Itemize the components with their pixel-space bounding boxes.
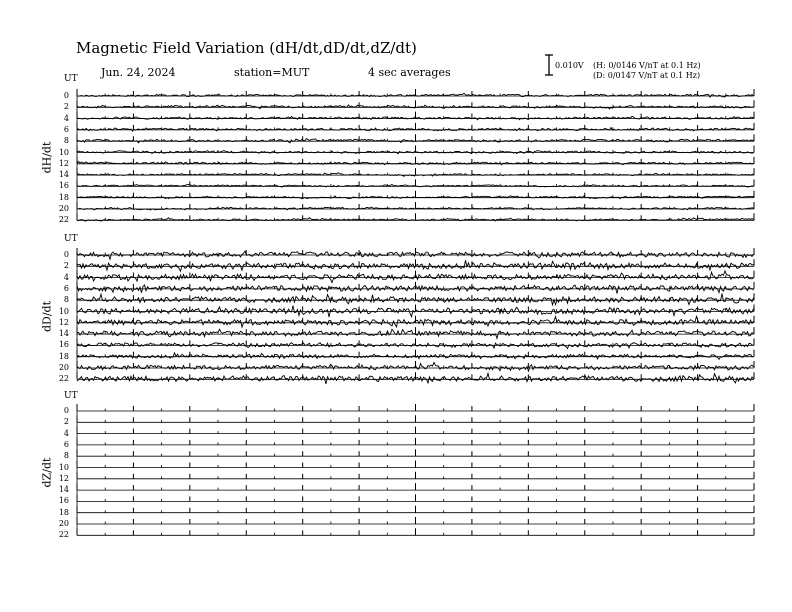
hour-label: 12 [58,158,69,168]
hour-label: 16 [58,496,69,506]
hour-label: 8 [63,136,69,146]
panel-ylabel: dD/dt [40,301,54,333]
hour-label: 6 [63,124,69,134]
hour-label: 2 [63,417,69,427]
hour-label: 14 [58,485,69,495]
hour-label: 8 [63,451,69,461]
hour-label: 2 [63,102,69,112]
ut-label: UT [64,74,78,84]
hour-label: 12 [58,473,69,483]
hour-label: 0 [63,91,69,100]
hour-label: 12 [58,317,69,327]
scale-h-note: (H: 0/0146 V/nT at 0.1 Hz) [593,61,701,70]
hour-label: 22 [58,530,69,540]
scale-value: 0.010V [555,61,584,70]
hour-label: 4 [63,272,69,282]
hour-label: 0 [63,406,69,415]
hour-label: 22 [58,215,69,225]
panel-ylabel: dZ/dt [40,457,54,488]
hour-label: 20 [58,519,69,528]
hour-label: 6 [63,439,69,449]
hour-label: 6 [63,283,69,293]
hour-label: 16 [58,181,69,191]
hour-label: 22 [58,374,69,384]
hour-label: 2 [63,261,69,271]
hour-label: 20 [58,363,69,372]
hour-label: 0 [63,250,69,259]
date-label: Jun. 24, 2024 [101,66,176,79]
hour-label: 10 [58,147,69,157]
scale-bar [545,55,553,75]
ut-label: UT [64,234,78,244]
hour-label: 10 [58,462,69,472]
hour-label: 10 [58,306,69,316]
scale-d-note: (D: 0/0147 V/nT at 0.1 Hz) [593,71,701,80]
hour-label: 18 [58,351,69,361]
hour-label: 8 [63,295,69,305]
hour-label: 4 [63,428,69,438]
hour-label: 14 [58,329,69,339]
ut-label: UT [64,391,78,401]
hour-label: 18 [58,507,69,517]
averaging-label: 4 sec averages [368,66,451,79]
hour-label: 20 [58,204,69,213]
panel-ylabel: dH/dt [40,141,54,174]
hour-label: 18 [58,192,69,202]
hour-label: 14 [58,170,69,180]
station-label: station=MUT [234,66,310,79]
hour-label: 4 [63,113,69,123]
chart-title: Magnetic Field Variation (dH/dt,dD/dt,dZ/dt) [76,39,417,57]
hour-label: 16 [58,340,69,350]
